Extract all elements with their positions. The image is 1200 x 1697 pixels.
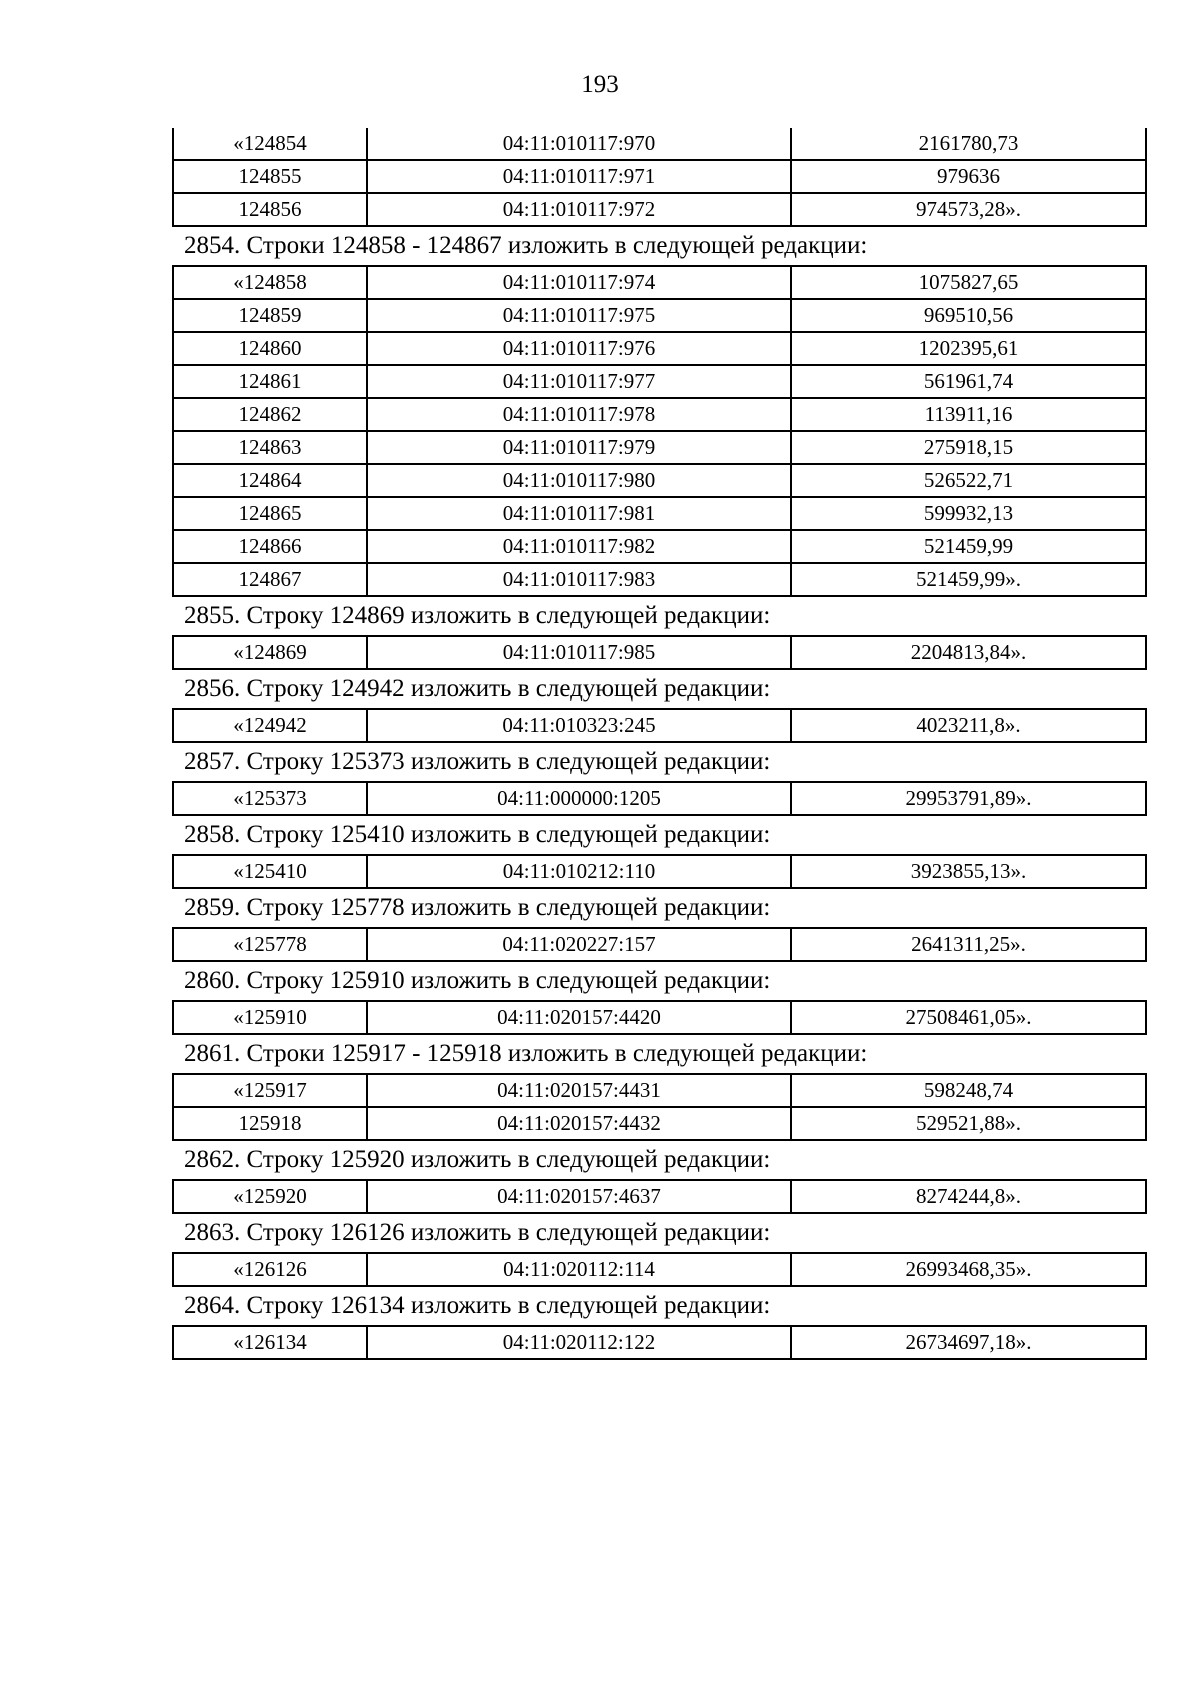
row-number-cell: 124861 [173, 365, 367, 398]
cadastral-number-cell: 04:11:000000:1205 [367, 782, 791, 815]
row-number-cell: 124867 [173, 563, 367, 596]
amendment-table [172, 1325, 1147, 1360]
amendment-table [172, 1179, 1147, 1214]
row-number-cell: «124942 [173, 709, 367, 742]
table-row [173, 128, 1146, 160]
value-cell: 2204813,84». [791, 636, 1146, 669]
amendment-instruction: 2856. Строку 124942 изложить в следующей редакции: [184, 675, 771, 702]
cadastral-number-cell: 04:11:020157:4637 [367, 1180, 791, 1213]
value-cell: 969510,56 [791, 299, 1146, 332]
value-cell: 598248,74 [791, 1074, 1146, 1107]
row-number-cell: «126126 [173, 1253, 367, 1286]
table-row [173, 1107, 1146, 1140]
row-number-cell: «125373 [173, 782, 367, 815]
row-number-cell: 125918 [173, 1107, 367, 1140]
row-number-cell: «125917 [173, 1074, 367, 1107]
amendment-table [172, 854, 1147, 889]
value-cell: 3923855,13». [791, 855, 1146, 888]
value-cell: 27508461,05». [791, 1001, 1146, 1034]
table-row [173, 1074, 1146, 1107]
value-cell: 521459,99 [791, 530, 1146, 563]
amendment-table [172, 927, 1147, 962]
amendment-instruction: 2859. Строку 125778 изложить в следующей редакции: [184, 894, 771, 921]
value-cell: 599932,13 [791, 497, 1146, 530]
row-number-cell: 124866 [173, 530, 367, 563]
cadastral-number-cell: 04:11:010323:245 [367, 709, 791, 742]
cadastral-number-cell: 04:11:010117:985 [367, 636, 791, 669]
table-row [173, 530, 1146, 563]
table-row [173, 709, 1146, 742]
table-row [173, 431, 1146, 464]
value-cell: 26734697,18». [791, 1326, 1146, 1359]
amendment-instruction: 2858. Строку 125410 изложить в следующей редакции: [184, 821, 771, 848]
cadastral-number-cell: 04:11:020112:122 [367, 1326, 791, 1359]
value-cell: 113911,16 [791, 398, 1146, 431]
value-cell: 1075827,65 [791, 266, 1146, 299]
row-number-cell: 124862 [173, 398, 367, 431]
value-cell: 521459,99». [791, 563, 1146, 596]
value-cell: 561961,74 [791, 365, 1146, 398]
row-number-cell: 124859 [173, 299, 367, 332]
cadastral-number-cell: 04:11:010117:978 [367, 398, 791, 431]
document-body [172, 128, 1145, 1360]
cadastral-number-cell: 04:11:010117:972 [367, 193, 791, 226]
cadastral-number-cell: 04:11:010117:982 [367, 530, 791, 563]
cadastral-number-cell: 04:11:010212:110 [367, 855, 791, 888]
value-cell: 29953791,89». [791, 782, 1146, 815]
table-row [173, 1180, 1146, 1213]
cadastral-number-cell: 04:11:010117:975 [367, 299, 791, 332]
cadastral-number-cell: 04:11:010117:981 [367, 497, 791, 530]
amendment-instruction: 2861. Строки 125917 - 125918 изложить в следующей редакции: [184, 1040, 868, 1067]
table-row [173, 636, 1146, 669]
value-cell: 526522,71 [791, 464, 1146, 497]
row-number-cell: 124855 [173, 160, 367, 193]
row-number-cell: «125910 [173, 1001, 367, 1034]
value-cell: 1202395,61 [791, 332, 1146, 365]
cadastral-number-cell: 04:11:020157:4431 [367, 1074, 791, 1107]
table-row [173, 855, 1146, 888]
cadastral-number-cell: 04:11:010117:979 [367, 431, 791, 464]
value-cell: 275918,15 [791, 431, 1146, 464]
value-cell: 8274244,8». [791, 1180, 1146, 1213]
cadastral-number-cell: 04:11:020157:4420 [367, 1001, 791, 1034]
amendment-table [172, 1000, 1147, 1035]
row-number-cell: «125410 [173, 855, 367, 888]
value-cell: 529521,88». [791, 1107, 1146, 1140]
cadastral-number-cell: 04:11:020157:4432 [367, 1107, 791, 1140]
table-row [173, 563, 1146, 596]
row-number-cell: 124856 [173, 193, 367, 226]
row-number-cell: 124865 [173, 497, 367, 530]
cadastral-number-cell: 04:11:020227:157 [367, 928, 791, 961]
amendment-table [172, 128, 1147, 227]
table-row [173, 365, 1146, 398]
table-row [173, 464, 1146, 497]
row-number-cell: «125778 [173, 928, 367, 961]
table-row [173, 1253, 1146, 1286]
value-cell: 2161780,73 [791, 128, 1146, 160]
amendment-instruction: 2860. Строку 125910 изложить в следующей редакции: [184, 967, 771, 994]
amendment-table [172, 635, 1147, 670]
amendment-instruction: 2855. Строку 124869 изложить в следующей редакции: [184, 602, 771, 629]
amendment-table [172, 1073, 1147, 1141]
table-row [173, 782, 1146, 815]
amendment-table [172, 781, 1147, 816]
cadastral-number-cell: 04:11:010117:980 [367, 464, 791, 497]
value-cell: 2641311,25». [791, 928, 1146, 961]
row-number-cell: «124858 [173, 266, 367, 299]
value-cell: 4023211,8». [791, 709, 1146, 742]
amendment-instruction: 2863. Строку 126126 изложить в следующей редакции: [184, 1219, 771, 1246]
table-row [173, 1326, 1146, 1359]
row-number-cell: 124864 [173, 464, 367, 497]
value-cell: 26993468,35». [791, 1253, 1146, 1286]
page-number: 193 [581, 71, 619, 98]
cadastral-number-cell: 04:11:010117:974 [367, 266, 791, 299]
amendment-table [172, 265, 1147, 597]
row-number-cell: 124863 [173, 431, 367, 464]
amendment-table [172, 1252, 1147, 1287]
cadastral-number-cell: 04:11:010117:977 [367, 365, 791, 398]
table-row [173, 1001, 1146, 1034]
row-number-cell: «126134 [173, 1326, 367, 1359]
cadastral-number-cell: 04:11:010117:976 [367, 332, 791, 365]
amendment-instruction: 2862. Строку 125920 изложить в следующей редакции: [184, 1146, 771, 1173]
table-row [173, 266, 1146, 299]
table-row [173, 928, 1146, 961]
value-cell: 979636 [791, 160, 1146, 193]
row-number-cell: «124854 [173, 128, 367, 160]
amendment-instruction: 2854. Строки 124858 - 124867 изложить в следующей редакции: [184, 232, 868, 259]
row-number-cell: «125920 [173, 1180, 367, 1213]
table-row [173, 398, 1146, 431]
row-number-cell: «124869 [173, 636, 367, 669]
amendment-instruction: 2857. Строку 125373 изложить в следующей редакции: [184, 748, 771, 775]
cadastral-number-cell: 04:11:020112:114 [367, 1253, 791, 1286]
amendment-instruction: 2864. Строку 126134 изложить в следующей редакции: [184, 1292, 771, 1319]
table-row [173, 160, 1146, 193]
value-cell: 974573,28». [791, 193, 1146, 226]
amendment-table [172, 708, 1147, 743]
table-row [173, 332, 1146, 365]
row-number-cell: 124860 [173, 332, 367, 365]
table-row [173, 299, 1146, 332]
cadastral-number-cell: 04:11:010117:971 [367, 160, 791, 193]
table-row [173, 497, 1146, 530]
cadastral-number-cell: 04:11:010117:970 [367, 128, 791, 160]
table-row [173, 193, 1146, 226]
cadastral-number-cell: 04:11:010117:983 [367, 563, 791, 596]
